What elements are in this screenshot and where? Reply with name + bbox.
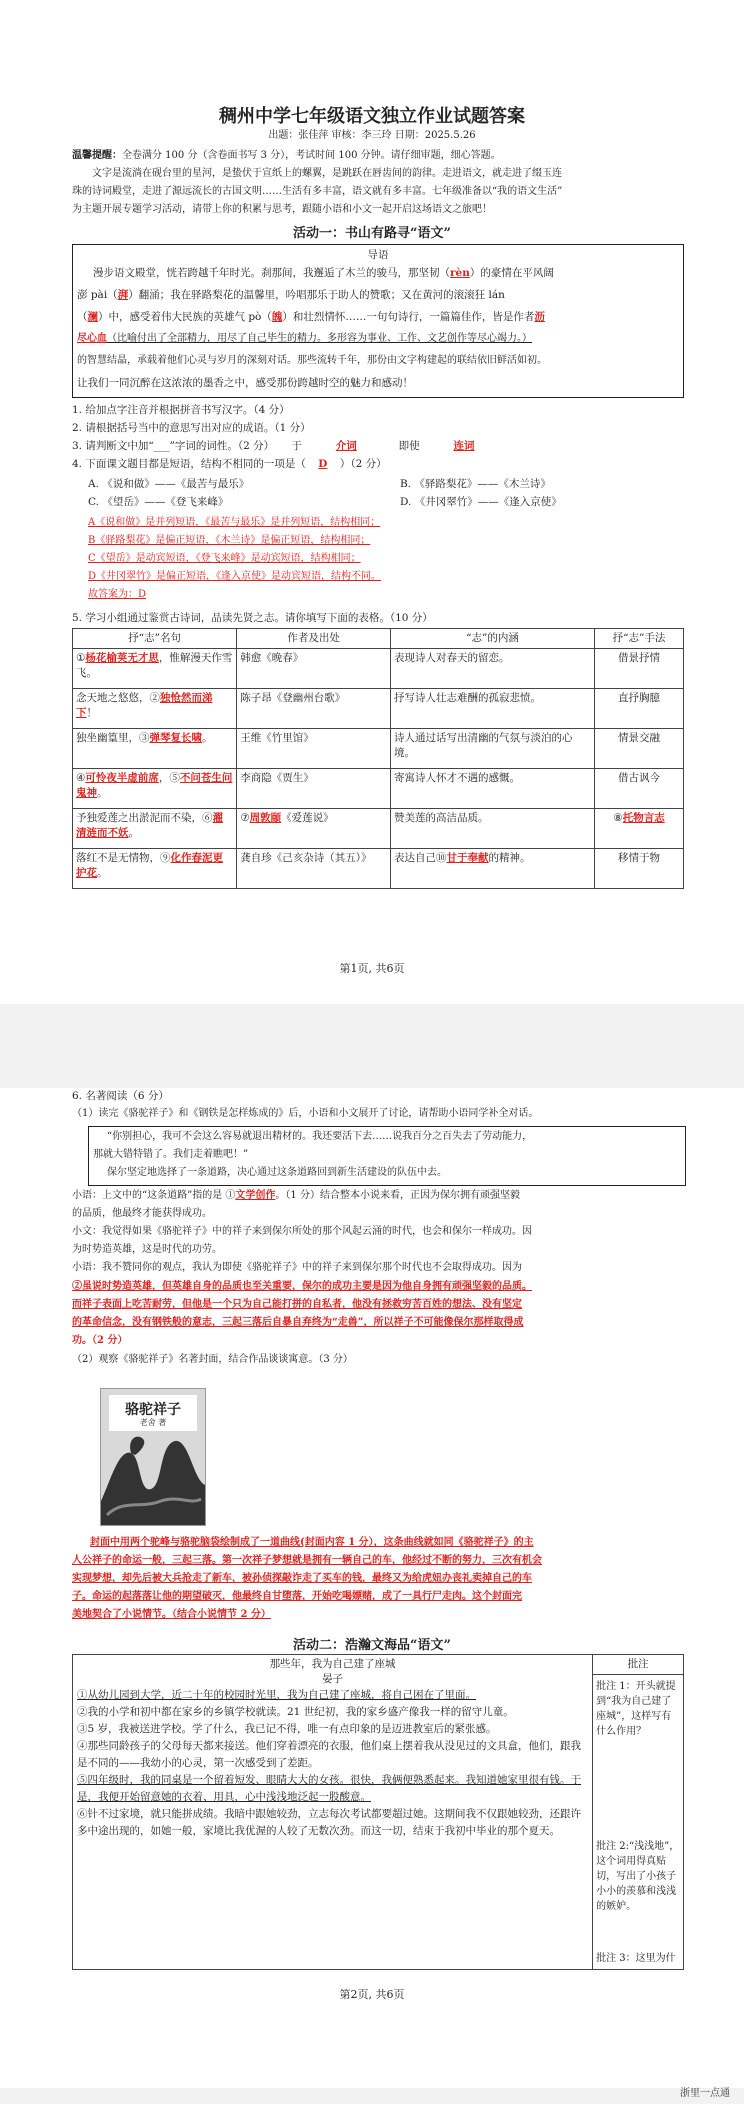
quote-line-1: “你别担心，我可不会这么容易就退出精材的。我还要活下去……说我百分之百失去了劳动能力， — [107, 1131, 533, 1142]
page-footer: 第1页, 共6页 — [339, 962, 405, 975]
tip-text: 全卷满分 100 分（含卷面书写 3 分），考试时间 100 分钟。请仔细审题，细心答题。 — [122, 150, 501, 161]
table-row: ④可怜夜半虚前席，⑤不问苍生问鬼神。 李商隐《贾生》 寄寓诗人怀才不遇的感慨。 借古讽今 — [73, 769, 684, 809]
answer-q4: D — [318, 458, 328, 470]
book-cover-image — [100, 1388, 206, 1526]
table-header: “志”的内涵 — [391, 629, 595, 649]
quote-line-2: 那就大错特错了。我们走着瞧吧！” — [93, 1149, 249, 1160]
answer-1: 杨花榆荚无才思 — [85, 652, 159, 664]
book-cover-author: 老舍 著 — [139, 1418, 167, 1427]
table-row: 独坐幽篁里，③弹琴复长啸。 王维《竹里馆》 诗人通过话写出清幽的气氛与淡泊的心境。 情景交融 — [73, 729, 684, 769]
page-title: 稠州中学七年级语文独立作业试题答案 — [219, 106, 525, 127]
activity-1-heading: 活动一：书山有路寻“语文” — [293, 226, 451, 241]
question-6-1: （1）读完《骆驼祥子》和《钢铁是怎样炼成的》后，小语和小文展开了讨论，请帮助小语同学补全对话。 — [72, 1108, 539, 1119]
answer-q4-explanation: A《说和做》是并列短语，《最苦与最乐》是并列短语，结构相同； B《驿路梨花》是偏正短语，《木兰诗》是偏正短语，结构相同； C《望岳》是动宾短语，《登飞来峰》是动宾短语，结构相同； D《井冈翠竹》是偏正短语，《逢入京使》是动宾短语，结构不同。 故答案为：D — [88, 517, 382, 600]
answer-q3-jishi: 连词 — [453, 440, 475, 452]
table-row: 予独爱莲之出淤泥而不染，⑥濯清涟而不妖。 ⑦周敦颐《爱莲说》 赞美莲的高洁品质。 ⑧托物言志 — [73, 809, 684, 849]
answer-9: 化作春泥更护花 — [76, 852, 223, 879]
paragraph: ⑤四年级时，我的同桌是一个留着短发、眼睛大大的女孩。很快，我俩便熟悉起来。我知道她家里很有钱。于是，我便开始留意她的衣着、用具，心中浅浅地泛起一股酸意。 — [77, 1774, 581, 1803]
guide-line-4: 尽心血（比喻付出了全部精力，用尽了自己毕生的精力。多形容为事业、工作、文艺创作等尽心竭力。） — [77, 333, 532, 344]
table-header: 抒“志”手法 — [595, 629, 684, 649]
dialogue-xiaoyu-2: 小语：我不赞同你的观点，我认为即使《骆驼祥子》中的祥子来到保尔那个时代也不会取得成功。因为 — [72, 1262, 522, 1273]
poetry-table — [72, 628, 684, 889]
paragraph: ④那些同龄孩子的父母每天都来接送。他们穿着漂亮的衣服，他们桌上摆着我从没见过的文具盒，他们，跟我是不同的——我幼小的心灵，第一次感受到了差距。 — [77, 1740, 581, 1769]
answer-idiom: 尽心血 — [77, 333, 107, 344]
answer-q3-yu: 介词 — [335, 440, 357, 452]
dialogue-xiaoyu-1b: 的品质，他最终才能获得成功。 — [72, 1208, 212, 1219]
guide-line-5: 的智慧结晶，承载着他们心灵与岁月的深刻对话。那些流转千年，那份由文字构建起的联结依旧鲜活如初。 — [77, 355, 547, 366]
book-cover-title: 骆驼祥子 — [125, 1402, 181, 1418]
tip-label: 温馨提醒： — [72, 150, 122, 161]
guide-title: 导语 — [367, 249, 389, 261]
intro-line-2: 珠的诗词殿堂，走进了源远流长的古国文明……生活有多丰富，语文就有多丰富。七年级准备以“我的语文生活” — [72, 186, 563, 197]
answer-6-cover: 封面中用两个驼峰与骆驼脑袋绘制成了一道曲线(封面内容 1 分），这条曲线就如同《骆驼祥子》的主 人公祥子的命运一般，三起三落。第一次祥子梦想就是拥有一辆自己的车，他经过不断的努力，三次有机会 实现梦想，却先后被大兵抢走了新车，被孙侦探敲诈走了买车的钱，最终又为给虎妞办丧礼卖掉自己的车 子。命运的起落落让他的期望破灭，他最终自甘堕落，开始吃喝嫖赌，成了一具行尸走肉。这个封面完 美地契合了小说情节。（结合小说情节 2 分） — [72, 1537, 542, 1620]
article-title: 那些年，我为自己建了座城 — [269, 1658, 396, 1670]
watermark: 浙里一点通 — [680, 2088, 730, 2099]
guide-line-1: 漫步语文殿堂，恍若跨越千年时光。刹那间，我邂逅了木兰的骏马，那坚韧（rèn）的豪情在平风阔 — [93, 267, 554, 279]
paragraph: ②我的小学和初中都在家乡的乡镇学校就读。21 世纪初，我的家乡盛产像我一样的留守儿童。 — [77, 1706, 514, 1718]
paragraph: ⑥针不过家境，就只能拼成绩。我暗中跟她较劲，立志每次考试都要超过她。这期间我不仅跟她较劲，还跟许多中途出现的，如她一般，家境比我优渥的人较了无数次劲。而这一切，结束于我初中毕业的那个夏天。 — [77, 1808, 581, 1837]
answer-4: 可怜夜半虚前席 — [85, 772, 159, 784]
article-author: 晏子 — [322, 1673, 344, 1685]
answer-6: 濯清涟而不妖 — [76, 812, 223, 839]
option-d: D. 《井冈翠竹》——《逢入京使》 — [400, 496, 562, 508]
answer-10: 甘于奉献 — [446, 852, 489, 864]
guide-line-2: 澎 pài（湃）翻涌；我在驿路梨花的温馨里，吟唱那乐于助人的赞歌；又在黄河的滚滚狂 lán — [77, 289, 505, 301]
answer-6-2: ②虽说时势造英雄，但英雄自身的品质也至关重要，保尔的成功主要是因为他自身拥有顽强坚毅的品质。 而祥子表面上吃苦耐劳，但他是一个只为自己能打拼的自私者，他没有拯救穷苦百姓的想法、没有坚定 的革命信念，没有钢铁般的意志，三起三落后自暴自弃终为“走兽”，所以祥子不可能像保尔那样取得成 功。（2 分） — [72, 1281, 532, 1346]
comment-1: 批注 1：开头就提到“我为自己建了座城”，这样写有什么作用？ — [596, 1681, 676, 1737]
table-row: 念天地之悠悠，②独怆然而涕下！ 陈子昂《登幽州台歌》 抒写诗人壮志难酬的孤寂悲愤。 直抒胸臆 — [73, 689, 684, 729]
article-body — [77, 1687, 588, 1840]
answer-po: 魄 — [271, 311, 283, 323]
article-cell — [73, 1655, 593, 1970]
table-row: ①杨花榆荚无才思，惟解漫天作雪飞。 韩愈《晚春》 表现诗人对春天的留恋。 借景抒情 — [73, 649, 684, 689]
answer-3: 弹琴复长啸 — [149, 732, 202, 744]
page-1 — [0, 0, 744, 1004]
paragraph: ①从幼儿园到大学，近二十年的校园时光里，我为自己建了座城，将自己困在了里面。 — [77, 1689, 476, 1701]
answer-5: 不问苍生问鬼神 — [76, 772, 233, 799]
table-header: 抒“志”名句 — [73, 629, 237, 649]
comment-3: 批注 3：这里为什 — [596, 1953, 676, 1964]
tip — [72, 148, 682, 164]
question-4: 4. 下面课文题目都是短语，结构不相同的一项是（ D ）（2 分） — [72, 458, 387, 470]
intro-line-3: 为主题开展专题学习活动，请带上你的积累与思考，跟随小语和小文一起开启这场语文之旅吧！ — [72, 204, 492, 215]
answer-lan: 澜 — [87, 311, 98, 323]
dialogue-xiaowen-2: 为时势造英雄，这是时代的功劳。 — [72, 1244, 222, 1255]
comment-column — [593, 1655, 684, 1970]
question-1: 1. 给加点字注音并根据拼音书写汉字。（4 分） — [72, 404, 290, 416]
option-a: A. 《说和做》——《最苦与最乐》 — [88, 478, 250, 490]
answer-li: 沥 — [534, 311, 545, 323]
quote-line-3: 保尔坚定地选择了一条道路，决心通过这条道路回到新生活建设的队伍中去。 — [107, 1167, 447, 1178]
comment-2: 批注 2:“浅浅地”，这个词用得真贴切，写出了小孩子小小的羡慕和浅浅的嫉妒。 — [596, 1841, 680, 1912]
activity-2-heading: 活动二：浩瀚文海品“语文” — [293, 1638, 451, 1653]
answer-pai: 湃 — [117, 289, 129, 301]
answer-8: 托物言志 — [622, 812, 665, 824]
answer-ren: rèn — [450, 267, 470, 279]
page-footer: 第2页, 共6页 — [339, 1988, 405, 2001]
comment-header: 批注 — [593, 1655, 683, 1675]
quote-box — [88, 1126, 686, 1186]
guide-line-3: （澜）中，感受着伟大民族的英雄气 pò（魄）和壮烈情怀……一句句诗行，一篇篇佳作，皆是作者沥 — [77, 311, 545, 323]
comment-body — [593, 1675, 683, 1969]
page-2 — [0, 1088, 744, 2088]
question-6-2: （2）观察《骆驼祥子》名著封面，结合作品谈谈寓意。（3 分） — [72, 1354, 353, 1365]
dialogue-xiaowen-1: 小文：我觉得如果《骆驼祥子》中的祥子来到保尔所处的那个风起云涌的时代，也会和保尔一样成功。因 — [72, 1226, 532, 1237]
answer-6-1: 文学创作 — [235, 1190, 276, 1201]
exam-meta: 出题：张佳萍 审核：李三玲 日期：2025.5.26 — [268, 130, 476, 141]
intro-line-1: 文字是流淌在砚台里的星河，是蛰伏于宣纸上的螺翼，是跳跃在唇齿间的韵律。走进语文，就走进了缀玉连 — [92, 168, 562, 179]
option-c: C. 《望岳》——《登飞来峰》 — [88, 496, 229, 508]
table-header: 作者及出处 — [237, 629, 391, 649]
answer-7: 周敦颐 — [249, 812, 282, 824]
paragraph: ③5 岁，我被送进学校。学了什么，我已记不得，唯一有点印象的是迈进教室后的紧张感。 — [77, 1723, 497, 1735]
question-3: 3. 请判断文中加“___”字词的词性。（2 分） 于 介词 即使 连词 — [72, 438, 499, 454]
article-table — [72, 1654, 684, 1970]
guide-box — [72, 244, 684, 398]
answer-2: 独怆然而涕下 — [76, 692, 213, 719]
question-6: 6. 名著阅读（6 分） — [72, 1090, 169, 1102]
option-b: B. 《驿路梨花》——《木兰诗》 — [400, 478, 551, 490]
question-5: 5. 学习小组通过鉴赏古诗词，品读先贤之志。请你填写下面的表格。（10 分） — [72, 612, 433, 624]
table-row: 落红不是无情物，⑨化作春泥更护花。 龚自珍《己亥杂诗（其五）》 表达自己⑩甘于奉献的精神。 移情于物 — [73, 849, 684, 889]
dialogue-xiaoyu-1: 小语：上文中的“这条道路”指的是 ①文学创作。（1 分）结合整本小说来看，正因为保尔拥有顽强坚毅 — [72, 1190, 520, 1201]
guide-line-6: 让我们一同沉醉在这浓浓的墨香之中，感受那份跨越时空的魅力和感动！ — [77, 377, 413, 389]
question-2: 2. 请根据括号当中的意思写出对应的成语。（1 分） — [72, 422, 311, 434]
